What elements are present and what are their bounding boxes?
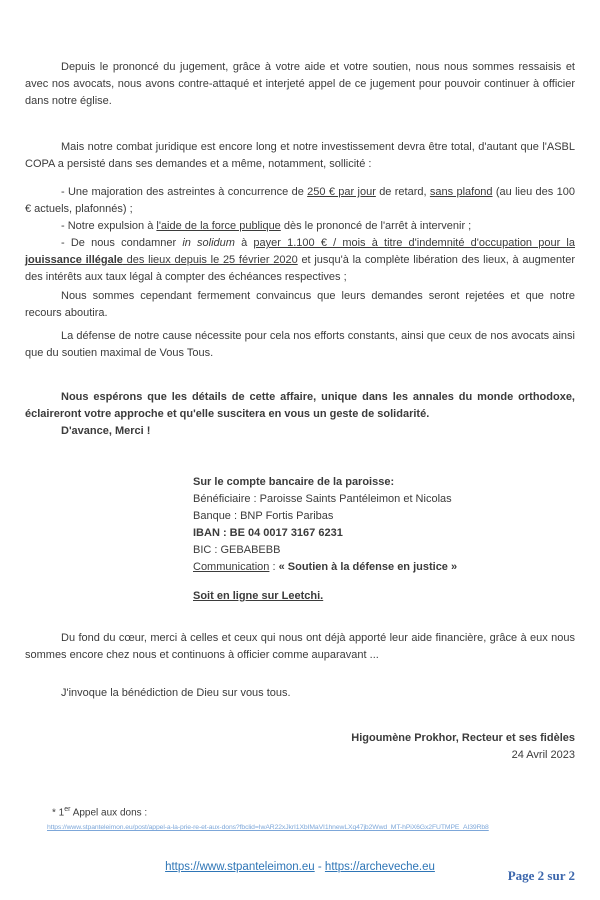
footnote-label xyxy=(52,806,147,818)
text-run: - Notre expulsion à xyxy=(61,220,157,232)
bank-communication xyxy=(193,559,575,576)
bank-iban: IBAN : BE 04 0017 3167 6231 xyxy=(193,527,343,539)
letter-body xyxy=(25,59,575,764)
bank-beneficiary: Bénéficiaire : Paroisse Saints Pantéleimon et Nicolas xyxy=(193,493,452,505)
paragraph-esperons: Nous espérons que les détails de cette affaire, unique dans les annales du monde orthodoxe, éclaireront votre approche et qu'elle suscitera en vous un geste de solidarité. xyxy=(25,391,575,420)
text-run: - Une majoration des astreintes à concurrence de xyxy=(61,186,308,198)
bank-bic: BIC : GEBABEBB xyxy=(193,544,281,556)
underlined-run: l'aide de la force publique xyxy=(156,220,281,232)
list-item-astreintes xyxy=(25,184,575,218)
archeveche-link[interactable]: https://archeveche.eu xyxy=(324,861,435,873)
page-number: Page 2 sur 2 xyxy=(507,868,575,883)
text-run: (au lieu des 100 € actuels, plafonnés) ; xyxy=(25,186,575,215)
signature-block xyxy=(25,730,575,764)
bank-details-block xyxy=(193,474,575,605)
footnote-superscript: er xyxy=(64,806,71,813)
text-run: et jusqu'à la complète libération des lieux, à augmenter des intérêts aux taux légal à compter des échéances respectives ; xyxy=(25,254,576,283)
footnote-marker: * 1 xyxy=(52,807,65,819)
text-run: dès le prononcé de l'arrêt à intervenir ; xyxy=(280,220,472,232)
signature-date: 24 Avril 2023 xyxy=(511,749,575,761)
leetchi-line: Soit en ligne sur Leetchi. xyxy=(193,590,324,602)
footnote-url-link[interactable]: https://www.stpanteleimon.eu/post/appel-a-la-prie-re-et-aux-dons?fbclid=IwAR22xJkrI1XbIMaVI1hnewLXq47jb2Wwd_MT-hPiX6Gx2FUTMPE_AI39Rb8 xyxy=(47,824,489,831)
signature-name: Higoumène Prokhor, Recteur et ses fidèles xyxy=(351,732,575,744)
paragraph-remerciement: Du fond du cœur, merci à celles et ceux qui nous ont déjà apporté leur aide financière, grâce à eux nous sommes encore chez nous et continuons à officier comme auparavant ... xyxy=(25,632,575,661)
list-item-condamnation xyxy=(25,235,575,286)
list-item-expulsion xyxy=(25,218,575,235)
paragraph-convaincus: Nous sommes cependant fermement convaincus que leurs demandes seront rejetées et que notre recours aboutira. xyxy=(25,290,575,319)
demands-list xyxy=(25,184,575,286)
text-run: : xyxy=(269,561,279,573)
underlined-run: des lieux depuis le 25 février 2020 xyxy=(122,254,298,266)
underlined-run: la xyxy=(566,237,575,249)
paragraph-combat: Mais notre combat juridique est encore long et notre investissement devra être total, d'autant que l'ASBL COPA a persisté dans ses demandes et a même, notamment, sollicité : xyxy=(25,141,575,170)
italic-run: in solidum xyxy=(182,237,235,249)
text-run: à xyxy=(234,237,254,249)
bank-name: Banque : BNP Fortis Paribas xyxy=(193,510,334,522)
bold-run: « Soutien à la défense en justice » xyxy=(278,561,458,573)
bank-title: Sur le compte bancaire de la paroisse: xyxy=(193,476,395,488)
text-run: - De nous condamner xyxy=(61,237,183,249)
bold-underlined-run: jouissance illégale xyxy=(25,254,123,266)
footnote-text: Appel aux dons : xyxy=(70,807,148,819)
underlined-run: sans plafond xyxy=(429,186,493,198)
underlined-run: 250 € par jour xyxy=(307,186,376,198)
underlined-run: Communication xyxy=(193,561,270,573)
text-run: de retard, xyxy=(375,186,430,198)
paragraph-merci: D'avance, Merci ! xyxy=(61,425,151,437)
paragraph-intro: Depuis le prononcé du jugement, grâce à votre aide et votre soutien, nous nous sommes ressaisis et avec nos avocats, nous avons contre-attaqué et interjeté appel de ce jugement pour pouvoir continuer à officier dans notre église. xyxy=(25,61,575,107)
underlined-run: payer 1.100 € / mois à titre d'indemnité d'occupation pour xyxy=(253,237,567,249)
paragraph-benediction: J'invoque la bénédiction de Dieu sur vous tous. xyxy=(61,687,291,699)
stpanteleimon-link[interactable]: https://www.stpanteleimon.eu xyxy=(165,861,315,873)
paragraph-defense: La défense de notre cause nécessite pour cela nos efforts constants, ainsi que ceux de nos avocats ainsi que du soutien maximal de Vous Tous. xyxy=(25,330,575,359)
link-separator: - xyxy=(314,861,325,873)
